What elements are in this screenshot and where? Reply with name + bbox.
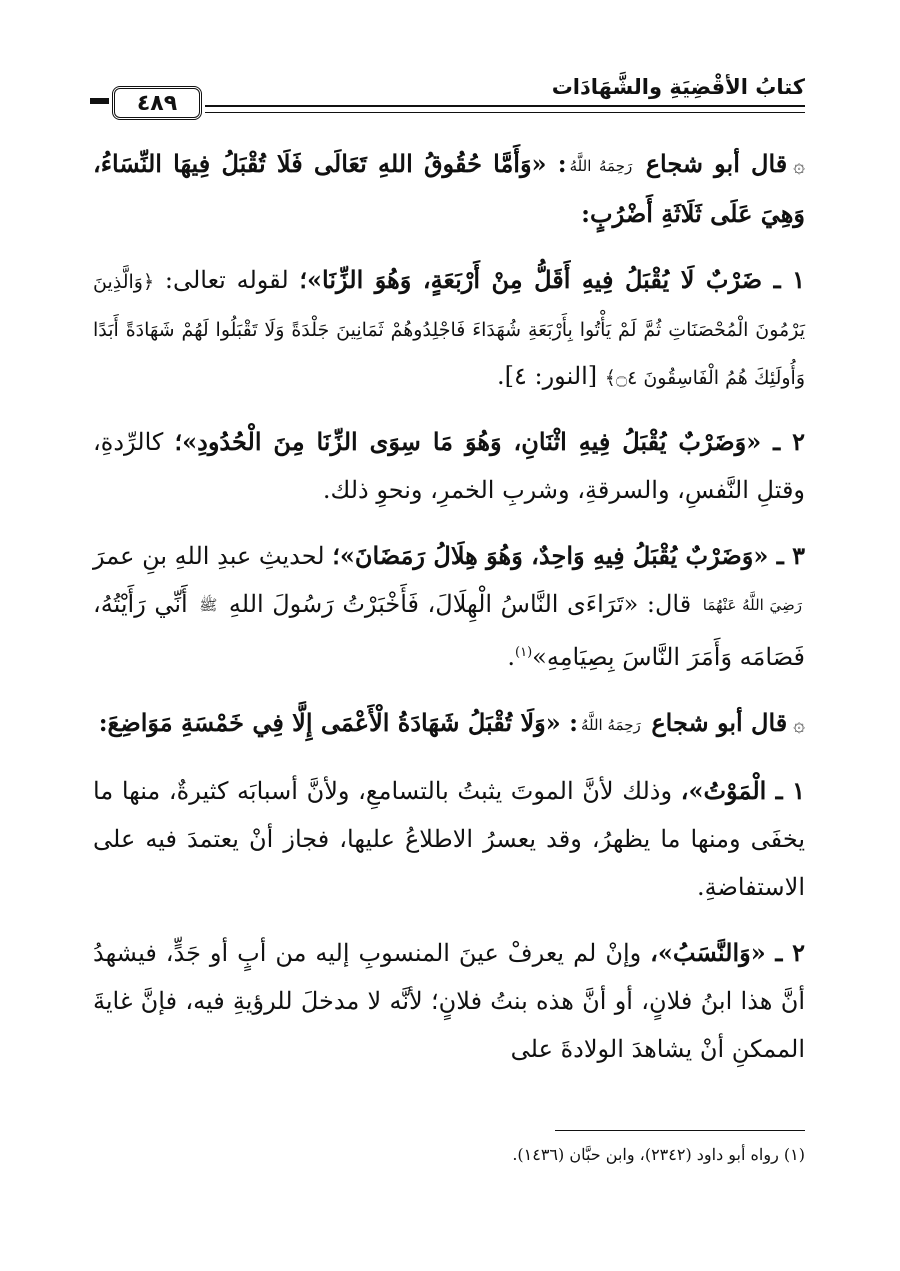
paragraph-abu-shuja-1 [93, 140, 805, 238]
flower-ornament-icon: ۞ [793, 712, 805, 736]
point-lead: ٢ ـ «وَضَرْبٌ يُقْبَلُ فِيهِ اثْنَانِ، وَهُوَ مَا سِوَى الزِّنَا مِنَ الْحُدُودِ»؛ [174, 426, 805, 456]
point-text: لحديثِ عبدِ اللهِ بنِ عمرَ [93, 541, 333, 570]
header-rule [205, 105, 805, 107]
point-text: لقوله تعالى: [154, 265, 300, 294]
point-lead: ١ ـ ضَرْبٌ لَا يُقْبَلُ فِيهِ أَقَلُّ مِنْ أَرْبَعَةٍ، وَهُوَ الزِّنَا»؛ [299, 264, 805, 294]
paragraph-abu-shuja-2 [93, 699, 805, 749]
quoted-text: : «وَأَمَّا حُقُوقُ اللهِ تَعَالَى فَلَا تُقْبَلُ فِيهَا النِّسَاءُ، وَهِيَ عَلَى ثَلَاثَةِ أَضْرُبٍ: [93, 149, 805, 228]
running-header [112, 70, 805, 120]
speaker-lead: قال أبو شجاع [651, 708, 788, 737]
paragraph-point-3 [93, 532, 805, 682]
hadith-text: قال: «تَرَاءَى النَّاسُ الْهِلَالَ، فَأَخْبَرْتُ رَسُولَ اللهِ [228, 589, 700, 618]
footnote-separator [555, 1130, 805, 1131]
quran-verse: ﴿وَالَّذِينَ يَرْمُونَ الْمُحْصَنَاتِ ثُمَّ لَمْ يَأْتُوا بِأَرْبَعَةِ شُهَدَاءَ فَاجْلِدُوهُمْ ثَمَانِينَ جَلْدَةً وَلَا تَقْبَلُوا لَهُمْ شَهَادَةً أَبَدًا وَأُولَئِكَ هُمُ الْفَاسِقُونَ ۝٤﴾ [93, 270, 805, 389]
chapter-title: كتابُ الأقْضِيَةِ والشَّهَادَات [551, 75, 805, 99]
honorific: رَحِمَهُ اللَّهُ [580, 715, 641, 734]
quoted-text: : «وَلَا تُقْبَلُ شَهَادَةُ الْأَعْمَى إِلَّا فِي خَمْسَةِ مَوَاضِعَ: [98, 708, 578, 737]
point-lead: ٢ ـ «وَالنَّسَبُ»، [650, 937, 806, 967]
honorific: رَحِمَهُ اللَّهُ [569, 156, 633, 175]
speaker-lead: قال أبو شجاع [645, 149, 788, 178]
header-rule-thin [205, 112, 805, 113]
flower-ornament-icon: ۞ [793, 153, 805, 177]
hadith-text-end: أَنِّي رَأَيْتُهُ، فَصَامَه وَأَمَرَ النَّاسَ بِصِيَامِهِ» [93, 589, 805, 671]
honorific: رَضِيَ اللَّهُ عَنْهُمَا [702, 596, 802, 614]
point-text: وذلك لأنَّ الموتَ يثبتُ بالتسامعِ، ولأنَّ أسبابَه كثيرةٌ، منها ما يخفَى ومنها ما يظهرُ، وقد يعسرُ الاطلاعُ عليها، فجاز أنْ يعتمدَ فيه على الاستفاضةِ. [93, 776, 805, 901]
paragraph-blind-2 [93, 929, 805, 1073]
footnote-marker[interactable]: (١) [515, 645, 533, 660]
point-text: وإنْ لم يعرفْ عينَ المنسوبِ إليه من أبٍ أو جَدٍّ، فيشهدُ أنَّ هذا ابنُ فلانٍ، أو أنَّ هذه بنتُ فلانٍ؛ لأنَّه لا مدخلَ للرؤيةِ فيه، فإنَّ غايةَ الممكنِ أنْ يشاهدَ الولادةَ على [93, 938, 805, 1063]
paragraph-point-2 [93, 418, 805, 514]
sentence-end: . [507, 643, 515, 671]
verse-reference: [النور: ٤]. [496, 361, 605, 390]
paragraph-blind-1 [93, 767, 805, 911]
point-text: كالرِّدةِ، وقتلِ النَّفسِ، والسرقةِ، وشربِ الخمرِ، ونحوِ ذلك. [93, 427, 805, 504]
point-lead: ١ ـ الْمَوْتُ»، [680, 775, 805, 805]
paragraph-point-1 [93, 256, 805, 400]
honorific-prophet: ﷺ [199, 596, 218, 614]
page-number: ٤٨٩ [112, 86, 202, 120]
point-lead: ٣ ـ «وَضَرْبٌ يُقْبَلُ فِيهِ وَاحِدٌ، وَهُوَ هِلَالُ رَمَضَانَ»؛ [332, 540, 805, 570]
footnote: (١) رواه أبو داود (٢٣٤٢)، وابن حبَّان (١٤٣٦). [512, 1145, 805, 1164]
main-text [93, 140, 805, 1091]
